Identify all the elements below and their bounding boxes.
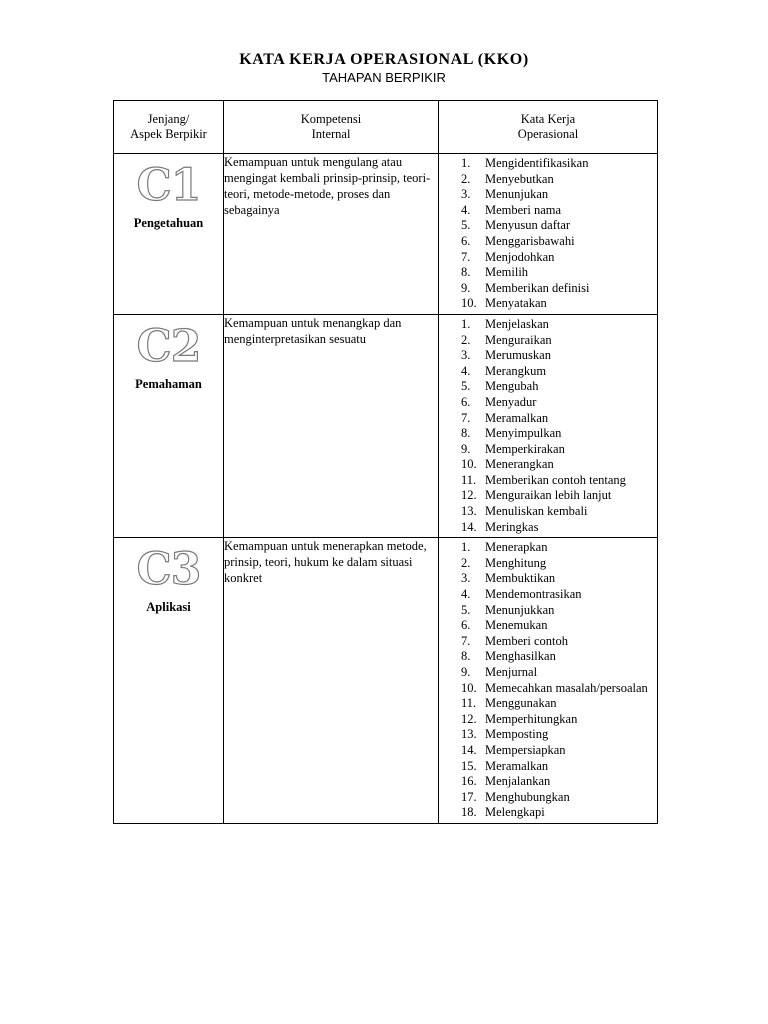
verb-number: 5. bbox=[461, 379, 471, 394]
header-kompetensi: Kompetensi Internal bbox=[224, 101, 439, 154]
verb-number: 18. bbox=[461, 805, 477, 820]
kko-table bbox=[113, 100, 658, 824]
verb-text: Menyusun daftar bbox=[485, 218, 571, 233]
verb-number: 3. bbox=[461, 187, 471, 202]
verb-item bbox=[439, 805, 657, 821]
verb-text: Menghasilkan bbox=[485, 649, 556, 664]
verb-text: Menggarisbawahi bbox=[485, 233, 575, 248]
verb-text: Menunjukkan bbox=[485, 602, 555, 617]
verb-item bbox=[439, 296, 657, 312]
verb-item bbox=[439, 727, 657, 743]
verb-text: Menunjukan bbox=[485, 187, 549, 202]
verb-item bbox=[439, 696, 657, 712]
verb-number: 17. bbox=[461, 789, 477, 804]
verb-text: Memilih bbox=[485, 265, 529, 280]
verb-number: 14. bbox=[461, 519, 477, 534]
level-code: C2 bbox=[136, 320, 201, 372]
verb-number: 2. bbox=[461, 555, 471, 570]
verb-number: 3. bbox=[461, 348, 471, 363]
verb-number: 1. bbox=[461, 540, 471, 555]
verb-number: 10. bbox=[461, 680, 477, 695]
verb-text: Menyimpulkan bbox=[485, 426, 562, 441]
verb-text: Menggunakan bbox=[485, 696, 557, 711]
verb-number: 1. bbox=[461, 316, 471, 331]
header-jenjang: Jenjang/ Aspek Berpikir bbox=[114, 101, 224, 154]
table-row bbox=[114, 538, 658, 824]
verb-item bbox=[439, 317, 657, 333]
verb-text: Menyebutkan bbox=[485, 171, 554, 186]
verb-number: 10. bbox=[461, 457, 477, 472]
verb-number: 11. bbox=[461, 472, 477, 487]
verb-number: 2. bbox=[461, 332, 471, 347]
verb-text: Memberikan contoh tentang bbox=[485, 472, 626, 487]
level-name: Aplikasi bbox=[146, 600, 191, 615]
competence-text: Kemampuan untuk menerapkan metode, prinsip, teori, hukum ke dalam situasi konkret bbox=[224, 538, 439, 824]
verb-text: Menuliskan kembali bbox=[485, 504, 588, 519]
verb-text: Menemukan bbox=[485, 618, 548, 633]
verb-item bbox=[439, 395, 657, 411]
verb-item bbox=[439, 250, 657, 266]
verb-text: Menyatakan bbox=[485, 296, 547, 311]
verb-item bbox=[439, 488, 657, 504]
verb-number: 7. bbox=[461, 633, 471, 648]
verb-item bbox=[439, 504, 657, 520]
competence-text: Kemampuan untuk menangkap dan menginterpretasikan sesuatu bbox=[224, 314, 439, 537]
verb-item bbox=[439, 665, 657, 681]
verb-number: 6. bbox=[461, 233, 471, 248]
verb-item bbox=[439, 634, 657, 650]
verb-text: Menguraikan bbox=[485, 332, 552, 347]
verb-item bbox=[439, 364, 657, 380]
verb-item bbox=[439, 540, 657, 556]
verb-text: Memberi contoh bbox=[485, 633, 568, 648]
verb-number: 11. bbox=[461, 696, 477, 711]
level-cell bbox=[114, 314, 224, 537]
verb-item bbox=[439, 618, 657, 634]
verb-text: Mendemontrasikan bbox=[485, 587, 582, 602]
verb-text: Mempersiapkan bbox=[485, 742, 566, 757]
verb-item bbox=[439, 571, 657, 587]
verbs-cell bbox=[439, 314, 658, 537]
verb-item bbox=[439, 759, 657, 775]
verb-item bbox=[439, 187, 657, 203]
verb-number: 9. bbox=[461, 280, 471, 295]
verb-number: 12. bbox=[461, 488, 477, 503]
verb-list bbox=[439, 154, 657, 314]
verb-item bbox=[439, 234, 657, 250]
verb-item bbox=[439, 333, 657, 349]
verb-item bbox=[439, 790, 657, 806]
verb-item bbox=[439, 411, 657, 427]
level-cell bbox=[114, 538, 224, 824]
verb-item bbox=[439, 172, 657, 188]
verb-text: Menyadur bbox=[485, 394, 537, 409]
verb-number: 4. bbox=[461, 202, 471, 217]
verb-text: Meringkas bbox=[485, 519, 539, 534]
verb-text: Memposting bbox=[485, 727, 549, 742]
verb-item bbox=[439, 712, 657, 728]
level-code: C1 bbox=[136, 160, 201, 211]
verb-number: 13. bbox=[461, 504, 477, 519]
verb-number: 4. bbox=[461, 363, 471, 378]
verb-item bbox=[439, 774, 657, 790]
verb-list bbox=[439, 315, 657, 537]
verb-item bbox=[439, 156, 657, 172]
table-body bbox=[114, 154, 658, 824]
verb-text: Melengkapi bbox=[485, 805, 545, 820]
document-title: KATA KERJA OPERASIONAL (KKO) bbox=[239, 51, 529, 68]
verb-item bbox=[439, 348, 657, 364]
verb-number: 10. bbox=[461, 296, 477, 311]
document-subtitle: TAHAPAN BERPIKIR bbox=[322, 70, 446, 85]
verb-number: 8. bbox=[461, 649, 471, 664]
verb-number: 1. bbox=[461, 156, 471, 170]
verb-number: 5. bbox=[461, 602, 471, 617]
verb-text: Memperhitungkan bbox=[485, 711, 578, 726]
verb-text: Menghitung bbox=[485, 555, 547, 570]
level-name: Pemahaman bbox=[135, 376, 202, 391]
verb-item bbox=[439, 265, 657, 281]
verb-item bbox=[439, 281, 657, 297]
verb-item bbox=[439, 681, 657, 697]
table-row bbox=[114, 154, 658, 315]
verb-number: 8. bbox=[461, 265, 471, 280]
verb-item bbox=[439, 743, 657, 759]
verb-item bbox=[439, 649, 657, 665]
verb-text: Menjalankan bbox=[485, 774, 551, 789]
verb-item bbox=[439, 218, 657, 234]
verb-text: Menjelaskan bbox=[485, 316, 549, 331]
verb-text: Meramalkan bbox=[485, 758, 549, 773]
verbs-cell bbox=[439, 538, 658, 824]
verb-text: Merangkum bbox=[485, 363, 547, 378]
verb-item bbox=[439, 457, 657, 473]
verb-number: 5. bbox=[461, 218, 471, 233]
verb-number: 14. bbox=[461, 742, 477, 757]
verb-text: Memperkirakan bbox=[485, 441, 565, 456]
verb-number: 6. bbox=[461, 394, 471, 409]
verb-number: 9. bbox=[461, 665, 471, 679]
verb-number: 4. bbox=[461, 587, 471, 602]
level-cell bbox=[114, 154, 224, 315]
table-header-row bbox=[114, 101, 658, 154]
level-code: C3 bbox=[136, 544, 201, 596]
verb-text: Menguraikan lebih lanjut bbox=[485, 488, 612, 503]
verbs-cell bbox=[439, 154, 658, 315]
verb-item bbox=[439, 603, 657, 619]
verb-number: 3. bbox=[461, 571, 471, 586]
verb-number: 12. bbox=[461, 711, 477, 726]
verb-text: Menerapkan bbox=[485, 540, 548, 555]
verb-number: 8. bbox=[461, 426, 471, 441]
verb-number: 7. bbox=[461, 410, 471, 425]
verb-text: Memberikan definisi bbox=[485, 280, 590, 295]
verb-number: 13. bbox=[461, 727, 477, 742]
verb-item bbox=[439, 426, 657, 442]
verb-item bbox=[439, 520, 657, 536]
verb-item bbox=[439, 556, 657, 572]
verb-text: Membuktikan bbox=[485, 571, 556, 586]
verb-text: Memberi nama bbox=[485, 202, 562, 217]
verb-item bbox=[439, 587, 657, 603]
verb-number: 9. bbox=[461, 441, 471, 456]
verb-text: Merumuskan bbox=[485, 348, 551, 363]
verb-list bbox=[439, 538, 657, 823]
verb-item bbox=[439, 442, 657, 458]
verb-text: Menjurnal bbox=[485, 665, 538, 679]
table-row bbox=[114, 314, 658, 537]
verb-text: Menghubungkan bbox=[485, 789, 570, 804]
verb-text: Mengidentifikasikan bbox=[485, 156, 589, 170]
verb-number: 7. bbox=[461, 249, 471, 264]
verb-text: Meramalkan bbox=[485, 410, 549, 425]
verb-item bbox=[439, 473, 657, 489]
verb-text: Mengubah bbox=[485, 379, 539, 394]
verb-number: 15. bbox=[461, 758, 477, 773]
verb-item bbox=[439, 203, 657, 219]
competence-text: Kemampuan untuk mengulang atau mengingat kembali prinsip-prinsip, teori-teori, metode-metode, proses dan sebagainya bbox=[224, 154, 439, 315]
verb-text: Menjodohkan bbox=[485, 249, 555, 264]
level-name: Pengetahuan bbox=[133, 216, 204, 230]
verb-item bbox=[439, 379, 657, 395]
verb-number: 16. bbox=[461, 774, 477, 789]
header-kata-kerja: Kata Kerja Operasional bbox=[439, 101, 658, 154]
verb-text: Menerangkan bbox=[485, 457, 554, 472]
verb-number: 6. bbox=[461, 618, 471, 633]
verb-text: Memecahkan masalah/persoalan bbox=[485, 680, 648, 695]
verb-number: 2. bbox=[461, 171, 471, 186]
